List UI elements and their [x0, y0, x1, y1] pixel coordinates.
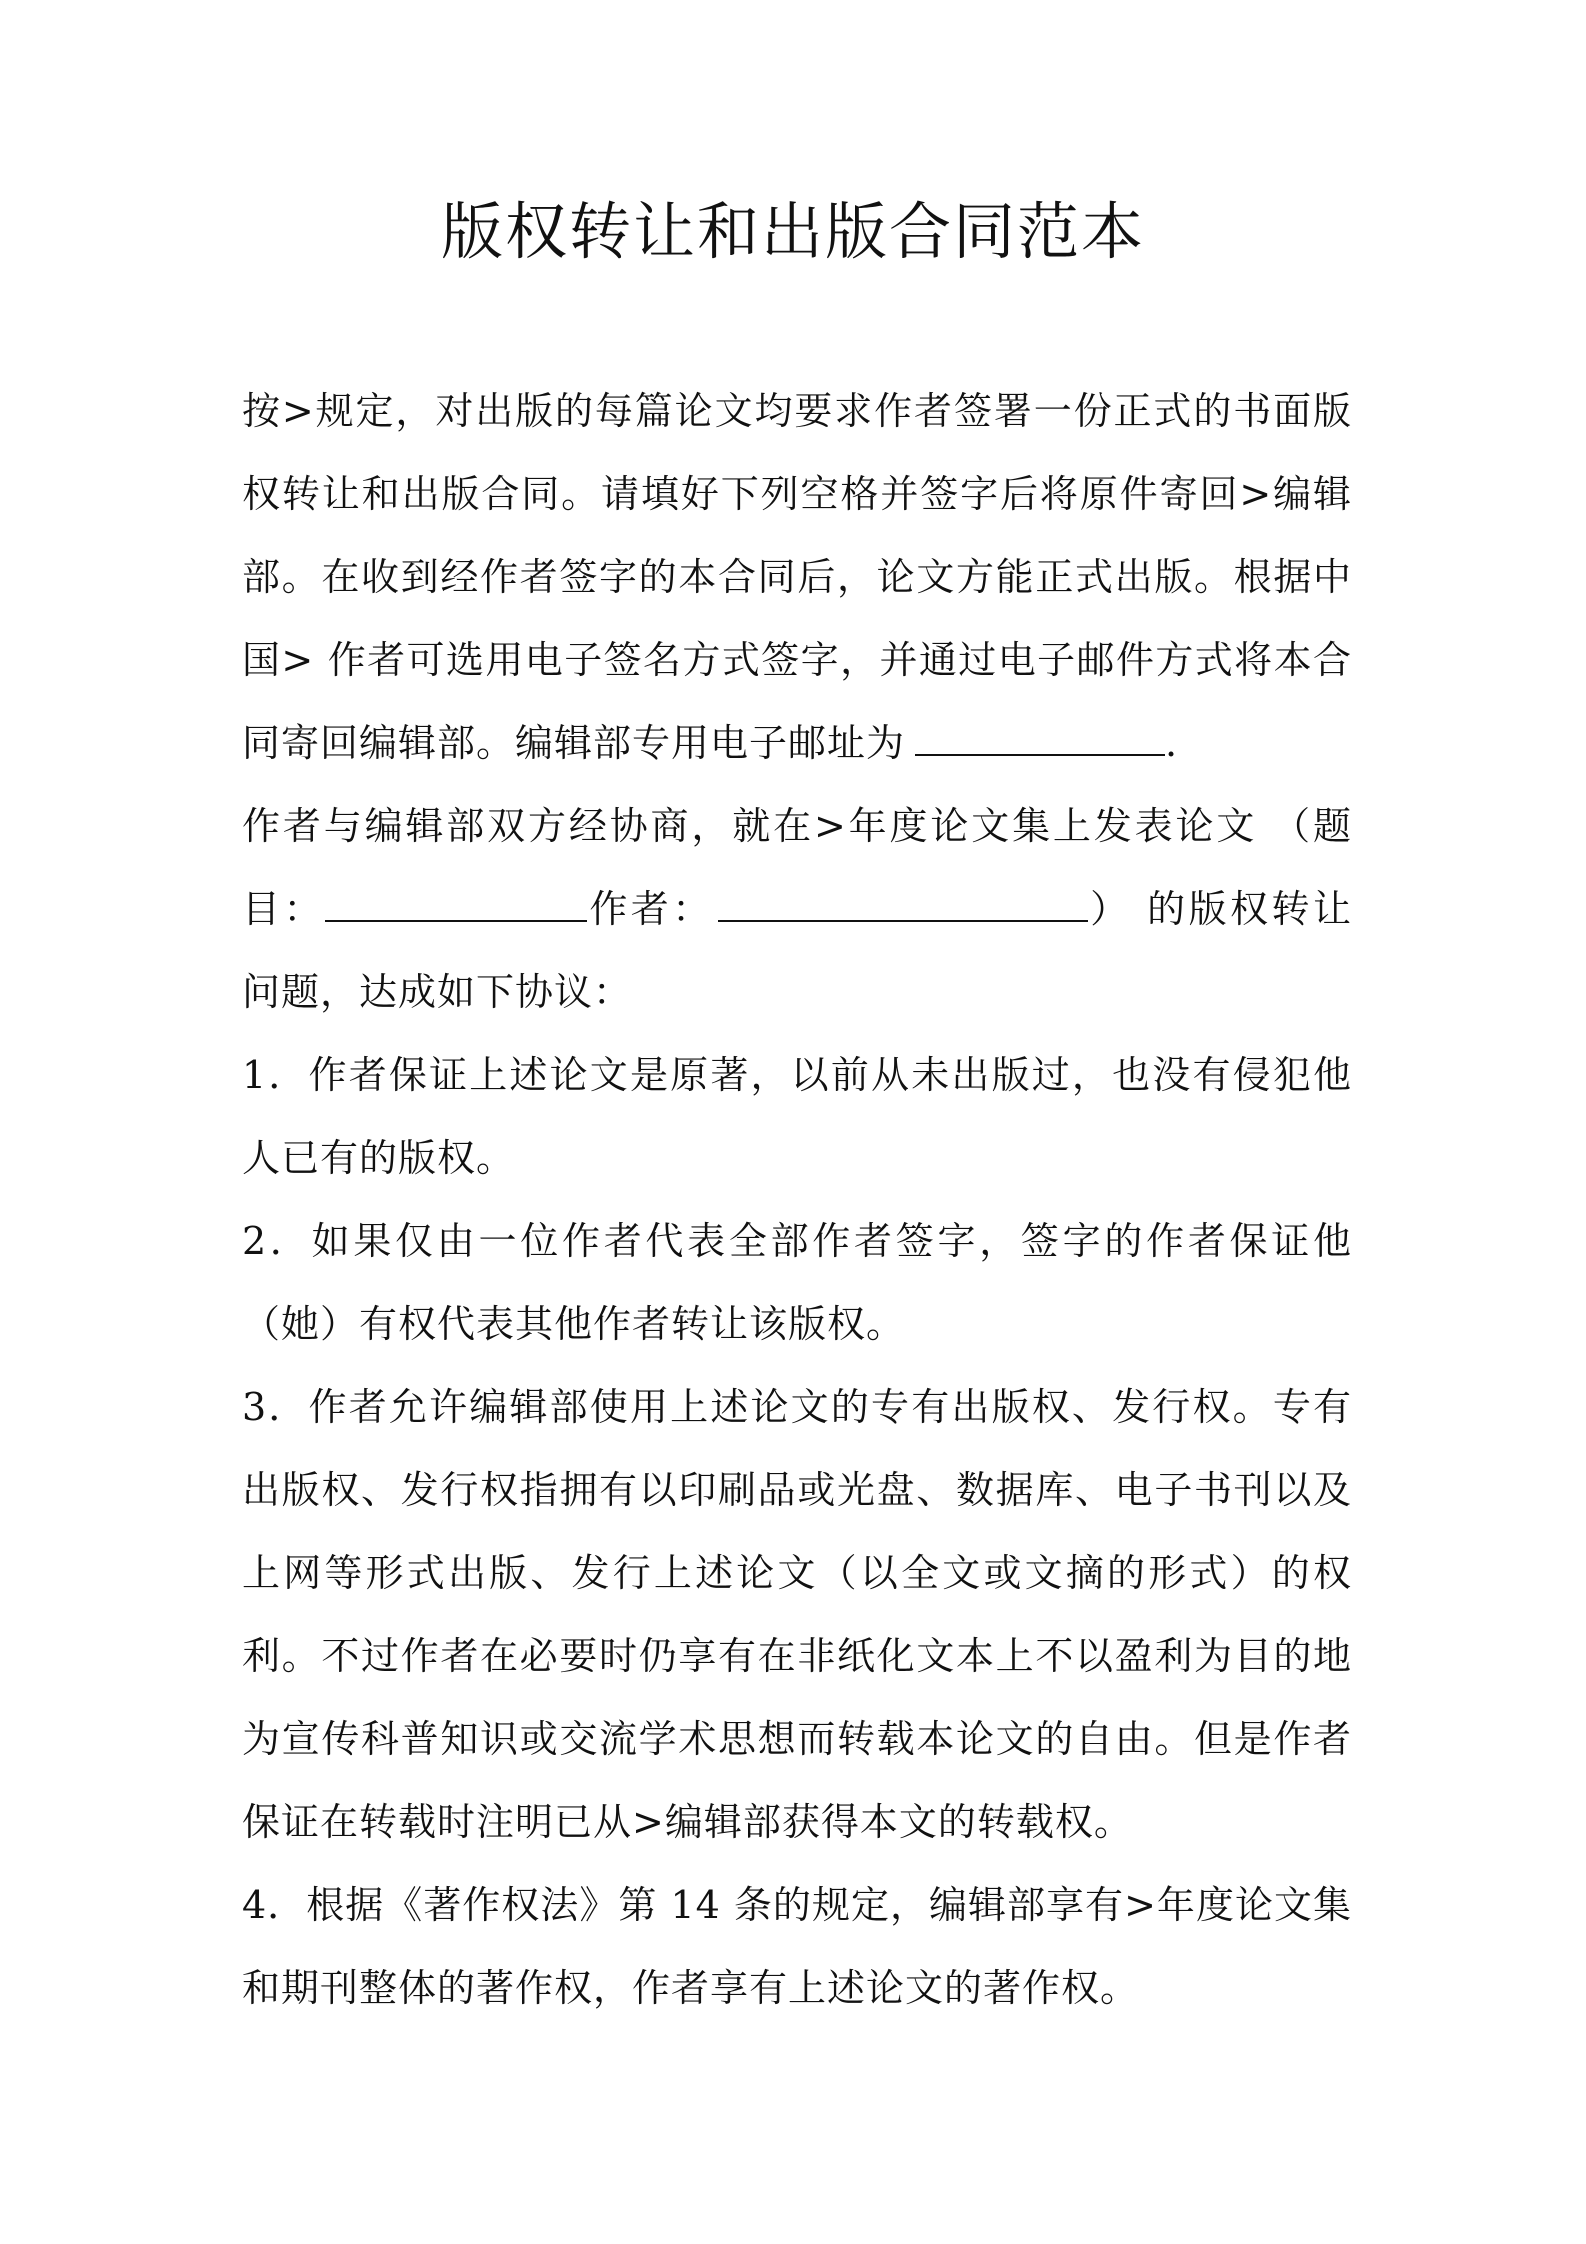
intro-paragraph	[242, 370, 1352, 785]
intro-text: 按>规定，对出版的每篇论文均要求作者签署一份正式的书面版权转让和出版合同。请填好下列空格并签字后将原件寄回>编辑部。在收到经作者签字的本合同后，论文方能正式出版。根据中国> 作者可选用电子签名方式签字，并通过电子邮件方式将本合同寄回编辑部。编辑部专用电子邮址为	[242, 389, 1352, 765]
author-blank	[718, 886, 1088, 922]
clause-3: 3．作者允许编辑部使用上述论文的专有出版权、发行权。专有出版权、发行权指拥有以印刷品或光盘、数据库、电子书刊以及上网等形式出版、发行上述论文（以全文或文摘的形式）的权利。不过作者在必要时仍享有在非纸化文本上不以盈利为目的地为宣传科普知识或交流学术思想而转载本论文的自由。但是作者保证在转载时注明已从>编辑部获得本文的转载权。	[242, 1385, 1352, 1844]
document-body	[242, 370, 1352, 2030]
agreement-text-2: ） 的版权转让问题，达成如下协议：	[242, 887, 1352, 1014]
agreement-text-1: 作者与编辑部双方经协商，就在>年度论文集上发表论文 （题目：	[242, 804, 1352, 931]
author-label: 作者：	[586, 887, 714, 931]
paper-title-blank	[325, 886, 587, 922]
clause-1: 1．作者保证上述论文是原著，以前从未出版过，也没有侵犯他人已有的版权。	[242, 1053, 1352, 1180]
clause-4: 4．根据《著作权法》第 14 条的规定，编辑部享有>年度论文集和期刊整体的著作权，作者享有上述论文的著作权。	[242, 1883, 1352, 2010]
clause-2: 2．如果仅由一位作者代表全部作者签字，签字的作者保证他（她）有权代表其他作者转让该版权。	[242, 1219, 1352, 1346]
email-blank	[915, 720, 1165, 756]
agreement-paragraph	[242, 785, 1352, 1034]
intro-end: .	[1165, 721, 1179, 765]
document-title: 版权转让和出版合同范本	[440, 195, 1145, 268]
